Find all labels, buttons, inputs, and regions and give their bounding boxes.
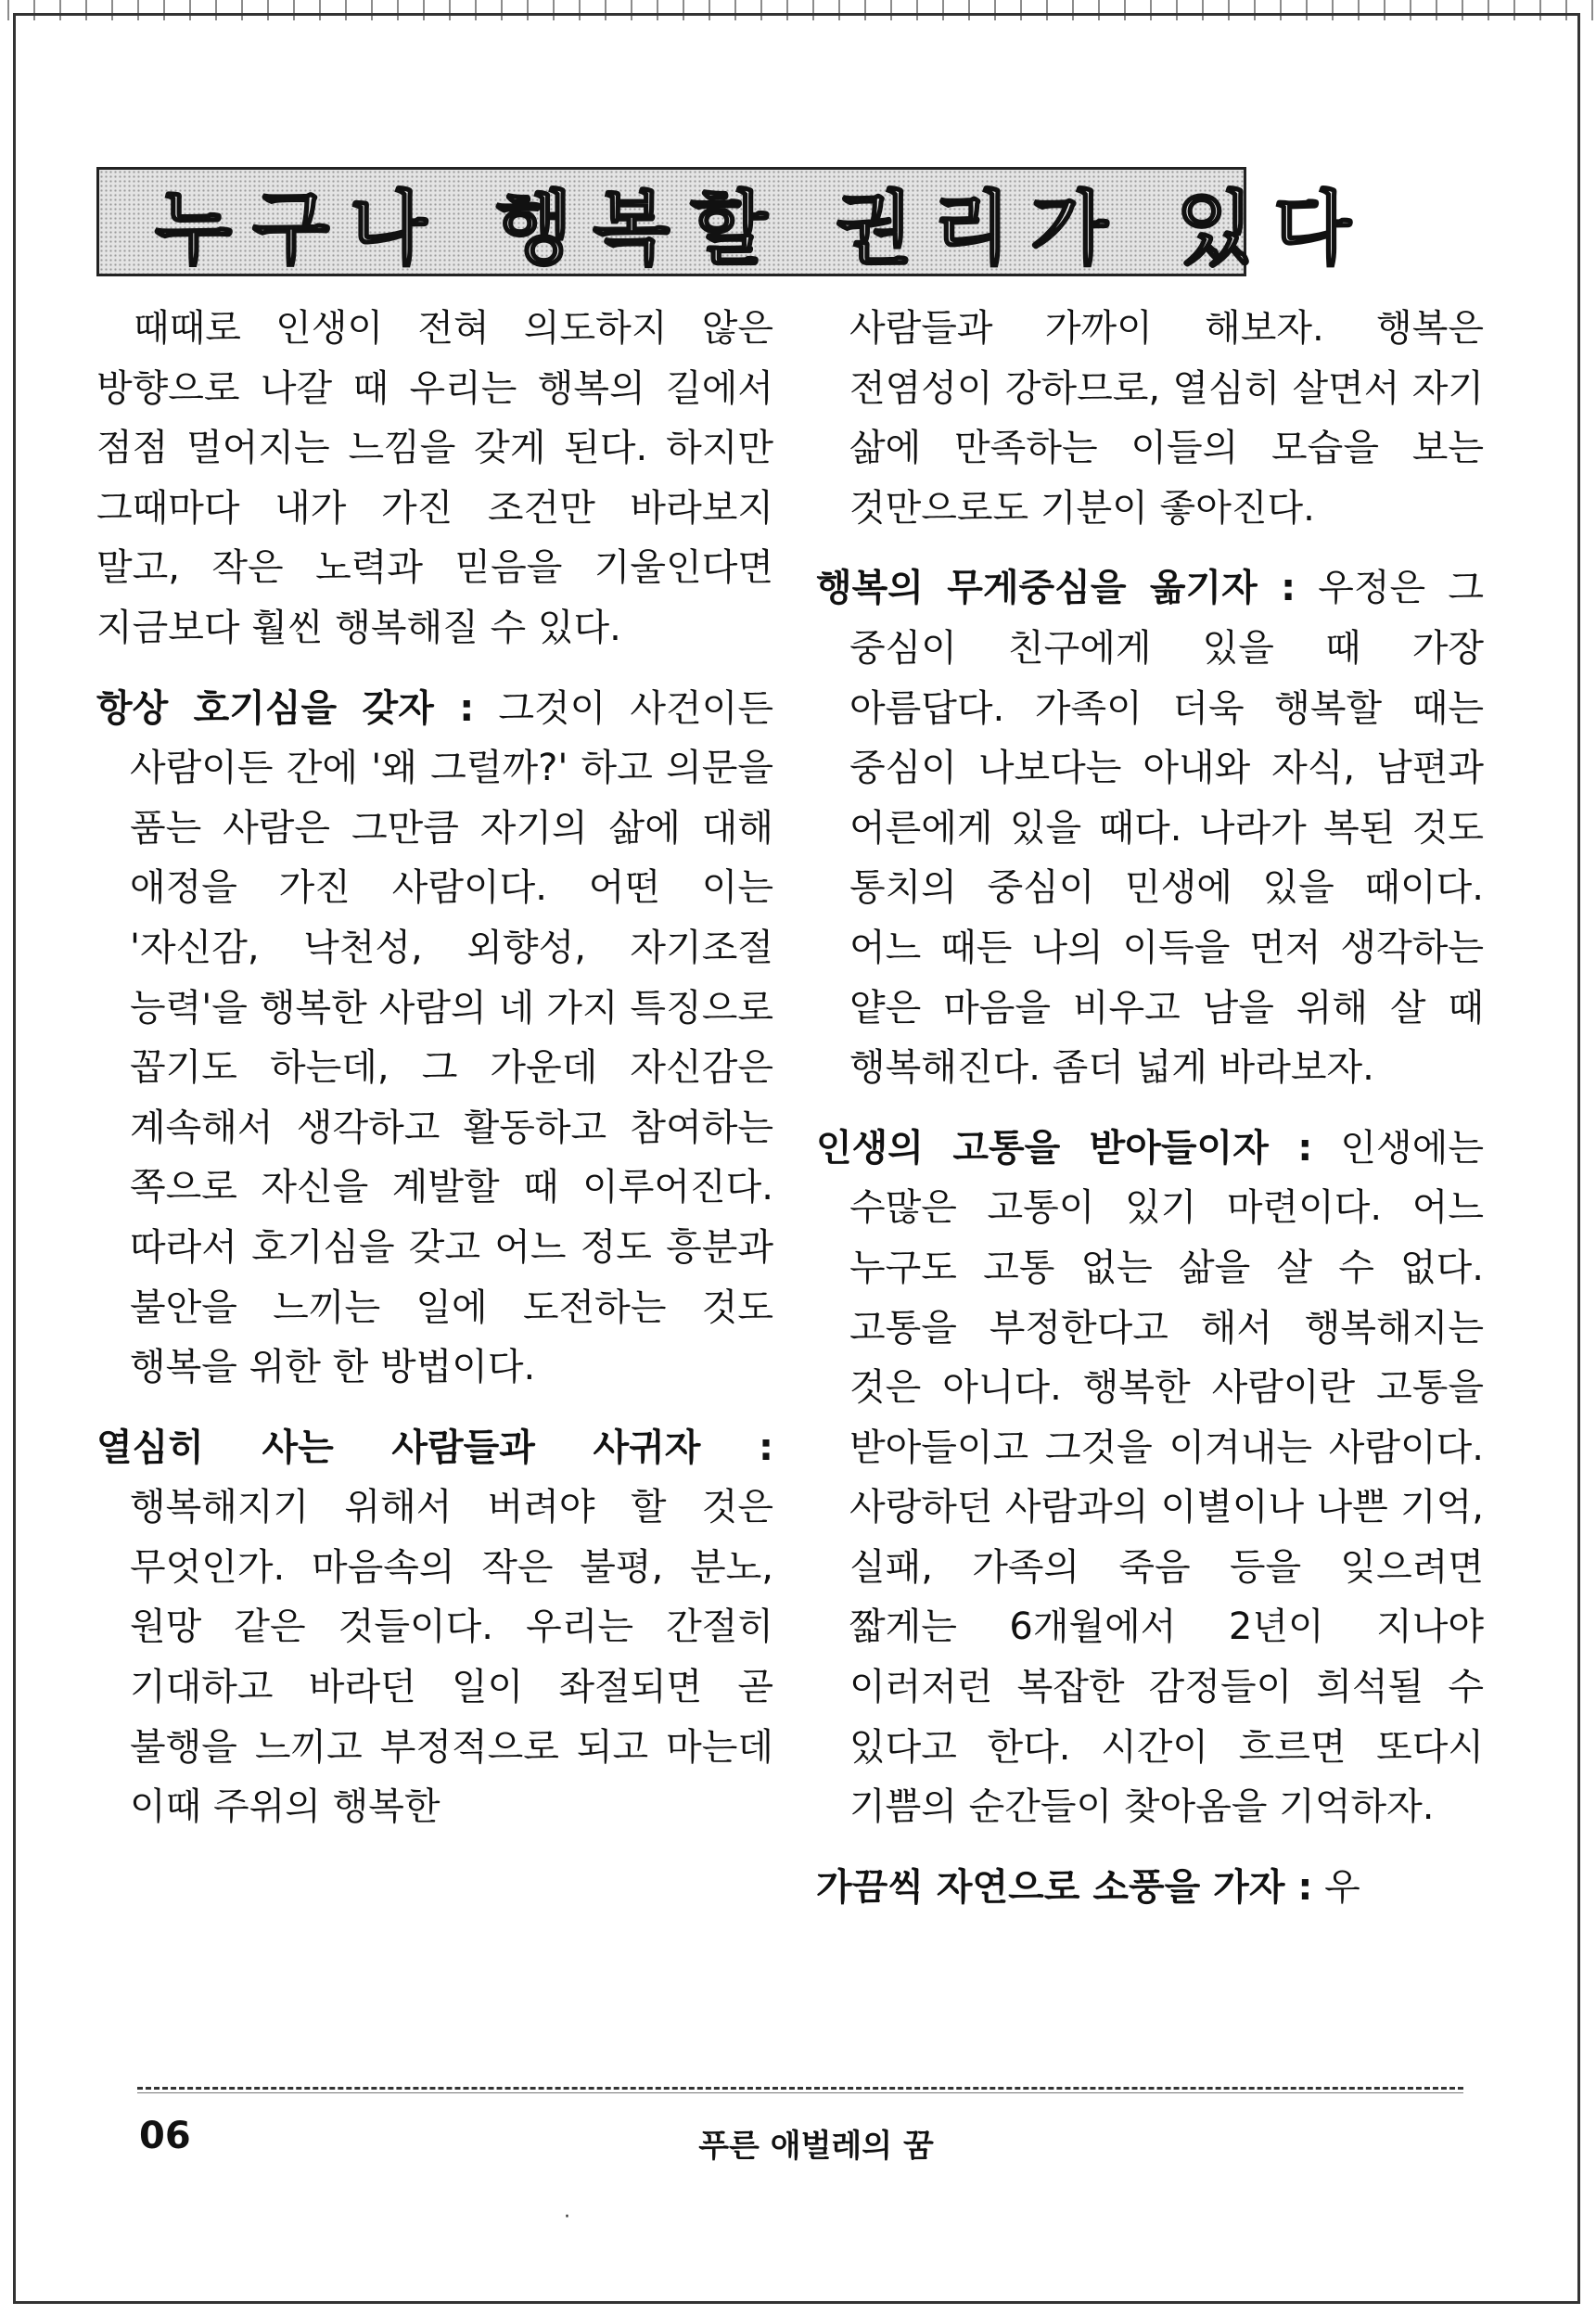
tip-nature-outing	[816, 1858, 1484, 1918]
footer-rule-thin	[137, 2092, 1463, 2093]
scan-speck: ·	[564, 2206, 570, 2229]
tip-body: 우	[1312, 1865, 1360, 1909]
tip-body: 우정은 그 중심이 친구에게 있을 때 가장 아름답다. 가족이 더욱 행복할 때는 중심이 나보다는 아내와 자식, 남편과 어른에게 있을 때다. 나라가 복된 것도 통치의 중심이 민생에 있을 때이다. 어느 때든 나의 이득을 먼저 생각하는 얕은 마음을 비우고 남을 위해 살 때 행복해진다. 좀더 넓게 바라보자.	[849, 567, 1484, 1090]
right-column	[816, 299, 1484, 1938]
tip-body: 행복해지기 위해서 버려야 할 것은 무엇인가. 마음속의 작은 불평, 분노, 원망 같은 것들이다. 우리는 간절히 기대하고 바라던 일이 좌절되면 곧 불행을 느끼고 부정적으로 되고 마는데 이때 주위의 행복한	[130, 1486, 773, 1829]
tip-curiosity	[96, 679, 773, 1398]
tip-accept-pain	[816, 1119, 1484, 1837]
tip-body: 인생에는 수많은 고통이 있기 마련이다. 어느 누구도 고통 없는 삶을 살 수 없다. 고통을 부정한다고 해서 행복해지는 것은 아니다. 행복한 사람이란 고통을 받아들이고 그것을 이겨내는 사람이다. 사랑하던 사람과의 이별이나 나쁜 기억, 실패, 가족의 죽음 등을 잊으려면 짧게는 6개월에서 2년이 지나야 이러저런 복잡한 감정들이 희석될 수 있다고 한다. 시간이 흐르면 또다시 기쁨의 순간들이 찾아옴을 기억하자.	[849, 1126, 1484, 1829]
tip-heading: 인생의 고통을 받아들이자 :	[816, 1126, 1313, 1170]
page-title: 누구나 행복할 권리가 있다	[155, 183, 1372, 275]
tip-diligent-people	[96, 1418, 773, 1837]
tip-heading: 행복의 무게중심을 옮기자 :	[816, 567, 1296, 610]
tip-center-of-gravity	[816, 558, 1484, 1097]
title-box	[96, 167, 1372, 276]
page-number: 06	[139, 2115, 191, 2157]
tip-heading: 항상 호기심을 갖자 :	[96, 686, 475, 730]
tip-heading: 가끔씩 자연으로 소풍을 가자 :	[816, 1865, 1313, 1909]
tip-body: 그것이 사건이든 사람이든 간에 '왜 그럴까?' 하고 의문을 품는 사람은 그만큼 자기의 삶에 대해 애정을 가진 사람이다. 어떤 이는 '자신감, 낙천성, 외향성, 자기조절 능력'을 행복한 사람의 네 가지 특징으로 꼽기도 하는데, 그 가운데 자신감은 계속해서 생각하고 활동하고 참여하는 쪽으로 자신을 계발할 때 이루어진다. 따라서 호기심을 갖고 어느 정도 흥분과 불안을 느끼는 일에 도전하는 것도 행복을 위한 한 방법이다.	[130, 686, 773, 1389]
intro-paragraph: 때때로 인생이 전혀 의도하지 않은 방향으로 나갈 때 우리는 행복의 길에서 점점 멀어지는 느낌을 갖게 된다. 하지만 그때마다 내가 가진 조건만 바라보지 말고, 작은 노력과 믿음을 기울인다면 지금보다 훨씬 행복해질 수 있다.	[96, 307, 773, 649]
tip-heading: 열심히 사는 사람들과 사귀자 :	[96, 1426, 773, 1469]
left-column	[96, 299, 773, 1858]
footer-rule	[137, 2087, 1463, 2090]
continued-paragraph: 사람들과 가까이 해보자. 행복은 전염성이 강하므로, 열심히 살면서 자기 삶에 만족하는 이들의 모습을 보는 것만으로도 기분이 좋아진다.	[849, 307, 1484, 530]
running-title: 푸른 애벌레의 꿈	[698, 2128, 934, 2165]
